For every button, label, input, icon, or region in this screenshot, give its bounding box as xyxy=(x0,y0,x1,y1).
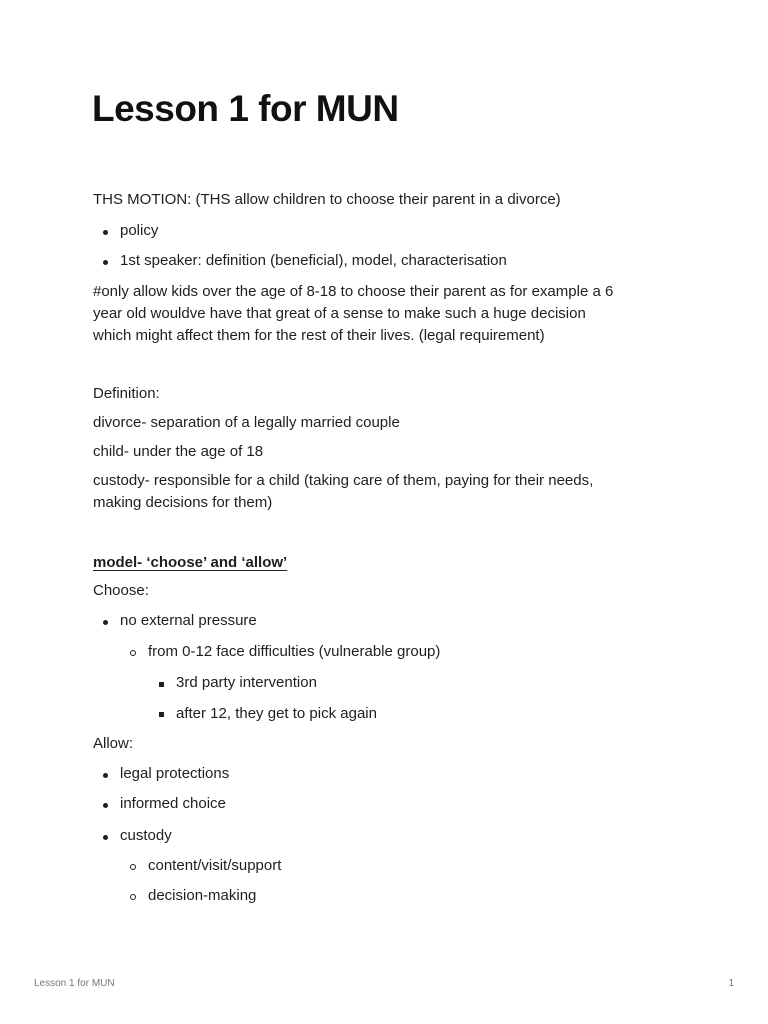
list-item: 3rd party intervention xyxy=(176,674,317,691)
bullet-icon xyxy=(103,230,108,235)
square-bullet-icon xyxy=(159,712,164,717)
footer-doc-title: Lesson 1 for MUN xyxy=(34,978,115,989)
definition-line: divorce- separation of a legally married couple xyxy=(93,414,400,431)
definition-line: making decisions for them) xyxy=(93,494,273,511)
list-item: legal protections xyxy=(120,765,230,782)
list-item: informed choice xyxy=(120,795,226,812)
bullet-icon xyxy=(103,835,108,840)
bullet-icon xyxy=(103,620,108,625)
bullet-icon xyxy=(103,260,108,265)
list-item: 1st speaker: definition (beneficial), model, characterisation xyxy=(120,252,507,269)
page-title: Lesson 1 for MUN xyxy=(92,88,399,129)
circle-bullet-icon xyxy=(130,650,136,656)
definition-line: custody- responsible for a child (taking care of them, paying for their needs, xyxy=(93,472,594,489)
list-item: custody xyxy=(120,827,172,844)
motion-line: THS MOTION: (THS allow children to choose their parent in a divorce) xyxy=(93,191,561,208)
circle-bullet-icon xyxy=(130,864,136,870)
note-line: #only allow kids over the age of 8-18 to choose their parent as for example a 6 xyxy=(93,283,614,300)
note-line: which might affect them for the rest of their lives. (legal requirement) xyxy=(93,327,545,344)
allow-heading: Allow: xyxy=(93,735,134,752)
square-bullet-icon xyxy=(159,682,164,687)
list-item: policy xyxy=(120,222,159,239)
bullet-icon xyxy=(103,773,108,778)
list-item: from 0-12 face difficulties (vulnerable group) xyxy=(148,643,441,660)
note-line: year old wouldve have that great of a sense to make such a huge decision xyxy=(93,305,586,322)
circle-bullet-icon xyxy=(130,894,136,900)
list-item: after 12, they get to pick again xyxy=(176,705,377,722)
list-item: content/visit/support xyxy=(148,857,282,874)
model-heading: model- ‘choose’ and ‘allow’ xyxy=(93,554,288,571)
list-item: no external pressure xyxy=(120,612,257,629)
list-item: decision-making xyxy=(148,887,257,904)
bullet-icon xyxy=(103,803,108,808)
definition-heading: Definition: xyxy=(93,385,160,402)
definition-line: child- under the age of 18 xyxy=(93,443,264,460)
page-number: 1 xyxy=(728,978,734,989)
choose-heading: Choose: xyxy=(93,582,149,599)
